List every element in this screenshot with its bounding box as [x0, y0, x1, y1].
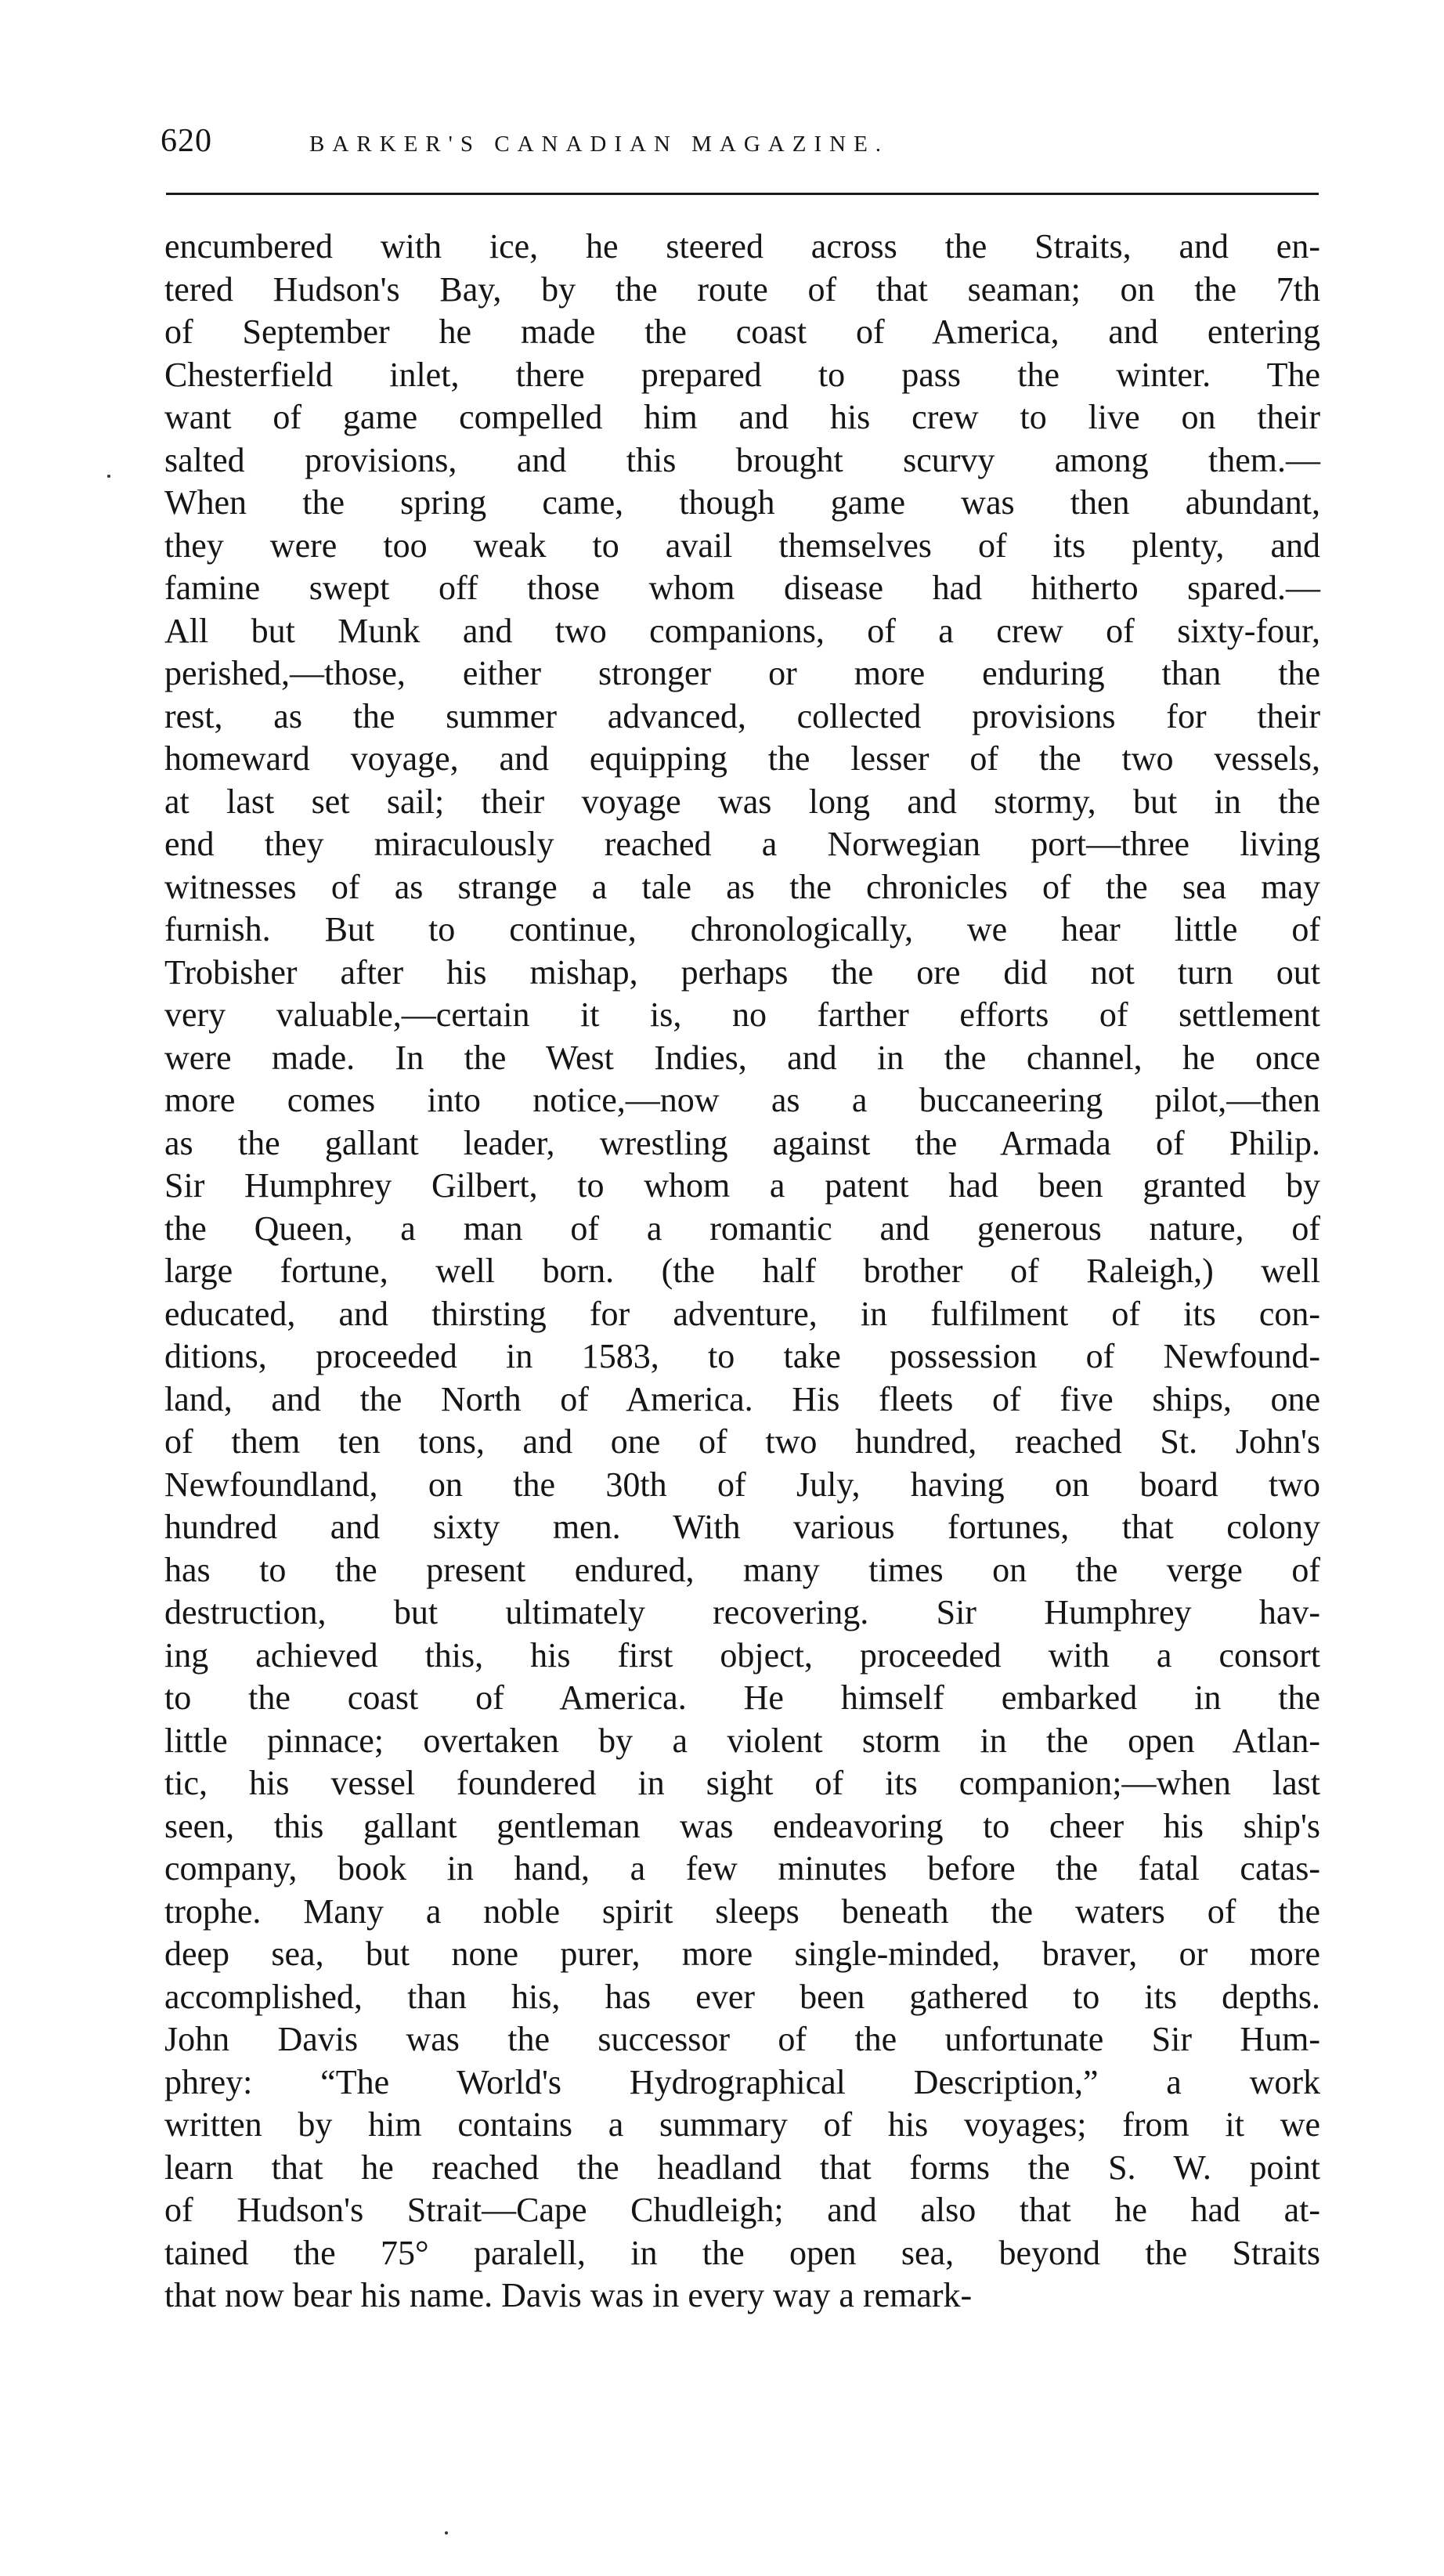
text-line: homeward voyage, and equipping the lesser of the two vessels, — [164, 739, 1320, 778]
text-line: Sir Humphrey Gilbert, to whom a patent had been granted by — [164, 1166, 1320, 1205]
ink-speck — [107, 475, 110, 478]
text-line: perished,—those, either stronger or more enduring than the — [164, 654, 1320, 692]
text-line: has to the present endured, many times on the verge of — [164, 1550, 1320, 1589]
text-line: more comes into notice,—now as a buccaneering pilot,—then — [164, 1081, 1320, 1119]
text-line: of Hudson's Strait—Cape Chudleigh; and also that he had at- — [164, 2191, 1320, 2229]
text-line: Trobisher after his mishap, perhaps the ore did not turn out — [164, 952, 1320, 992]
text-line: to the coast of America. He himself embarked in the — [164, 1678, 1320, 1717]
text-line: tered Hudson's Bay, by the route of that seaman; on the 7th — [164, 269, 1320, 309]
text-line: company, book in hand, a few minutes before the fatal catas- — [164, 1849, 1320, 1888]
text-line: as the gallant leader, wrestling against the Armada of Philip. — [164, 1123, 1320, 1162]
text-line: witnesses of as strange a tale as the chronicles of the sea may — [164, 867, 1320, 906]
text-line: When the spring came, though game was then abundant, — [164, 483, 1320, 522]
text-line: hundred and sixty men. With various fortunes, that colony — [164, 1508, 1320, 1546]
text-line: rest, as the summer advanced, collected provisions for their — [164, 696, 1320, 735]
text-line: Newfoundland, on the 30th of July, having on board two — [164, 1465, 1320, 1504]
text-line: trophe. Many a noble spirit sleeps beneath the waters of the — [164, 1891, 1320, 1931]
text-line: furnish. But to continue, chronologically, we hear little of — [164, 910, 1320, 948]
text-line: famine swept off those whom disease had hitherto spared.— — [164, 569, 1320, 607]
text-line: written by him contains a summary of his voyages; from it we — [164, 2105, 1320, 2144]
text-line: little pinnace; overtaken by a violent storm in the open Atlan- — [164, 1721, 1320, 1760]
text-line: learn that he reached the headland that forms the S. W. point — [164, 2148, 1320, 2187]
text-line: very valuable,—certain it is, no farther efforts of settlement — [164, 995, 1320, 1034]
text-line: they were too weak to avail themselves of its plenty, and — [164, 526, 1320, 565]
header-rule — [166, 193, 1319, 195]
text-line: that now bear his name. Davis was in every way a remark- — [164, 2276, 973, 2314]
text-line: at last set sail; their voyage was long and stormy, but in the — [164, 782, 1320, 821]
text-line: accomplished, than his, has ever been gathered to its depths. — [164, 1977, 1320, 2016]
running-title: BARKER'S CANADIAN MAGAZINE. — [309, 132, 890, 157]
text-line: the Queen, a man of a romantic and generous nature, of — [164, 1209, 1320, 1248]
text-line: encumbered with ice, he steered across the Straits, and en- — [164, 227, 1320, 266]
text-line: John Davis was the successor of the unfortunate Sir Hum- — [164, 2020, 1320, 2058]
page-header — [161, 117, 1319, 164]
text-line: tained the 75° paralell, in the open sea, beyond the Straits — [164, 2233, 1320, 2272]
text-line: salted provisions, and this brought scurvy among them.— — [164, 440, 1320, 479]
text-line: large fortune, well born. (the half brother of Raleigh,) well — [164, 1252, 1320, 1290]
page-number: 620 — [161, 123, 212, 159]
text-line: seen, this gallant gentleman was endeavoring to cheer his ship's — [164, 1806, 1320, 1845]
text-line: ditions, proceeded in 1583, to take possession of Newfound- — [164, 1337, 1320, 1375]
text-line: land, and the North of America. His fleets of five ships, one — [164, 1379, 1320, 1418]
text-line: phrey: “The World's Hydrographical Description,” a work — [164, 2062, 1320, 2101]
text-line: were made. In the West Indies, and in the channel, he once — [164, 1038, 1320, 1077]
body-text — [164, 226, 1320, 2318]
text-line: of them ten tons, and one of two hundred, reached St. John's — [164, 1422, 1320, 1461]
text-line: end they miraculously reached a Norwegian port—three living — [164, 825, 1320, 863]
text-line: destruction, but ultimately recovering. Sir Humphrey hav- — [164, 1593, 1320, 1631]
text-line: ing achieved this, his first object, proceeded with a consort — [164, 1635, 1320, 1675]
text-line: want of game compelled him and his crew to live on their — [164, 398, 1320, 436]
text-line: educated, and thirsting for adventure, in fulfilment of its con- — [164, 1294, 1320, 1333]
text-line: tic, his vessel foundered in sight of its companion;—when last — [164, 1764, 1320, 1802]
text-line: deep sea, but none purer, more single-minded, braver, or more — [164, 1935, 1320, 1973]
ink-speck — [445, 2531, 448, 2534]
text-line: Chesterfield inlet, there prepared to pass the winter. The — [164, 355, 1320, 394]
text-line: All but Munk and two companions, of a crew of sixty-four, — [164, 611, 1320, 650]
text-line: of September he made the coast of America, and entering — [164, 313, 1320, 351]
